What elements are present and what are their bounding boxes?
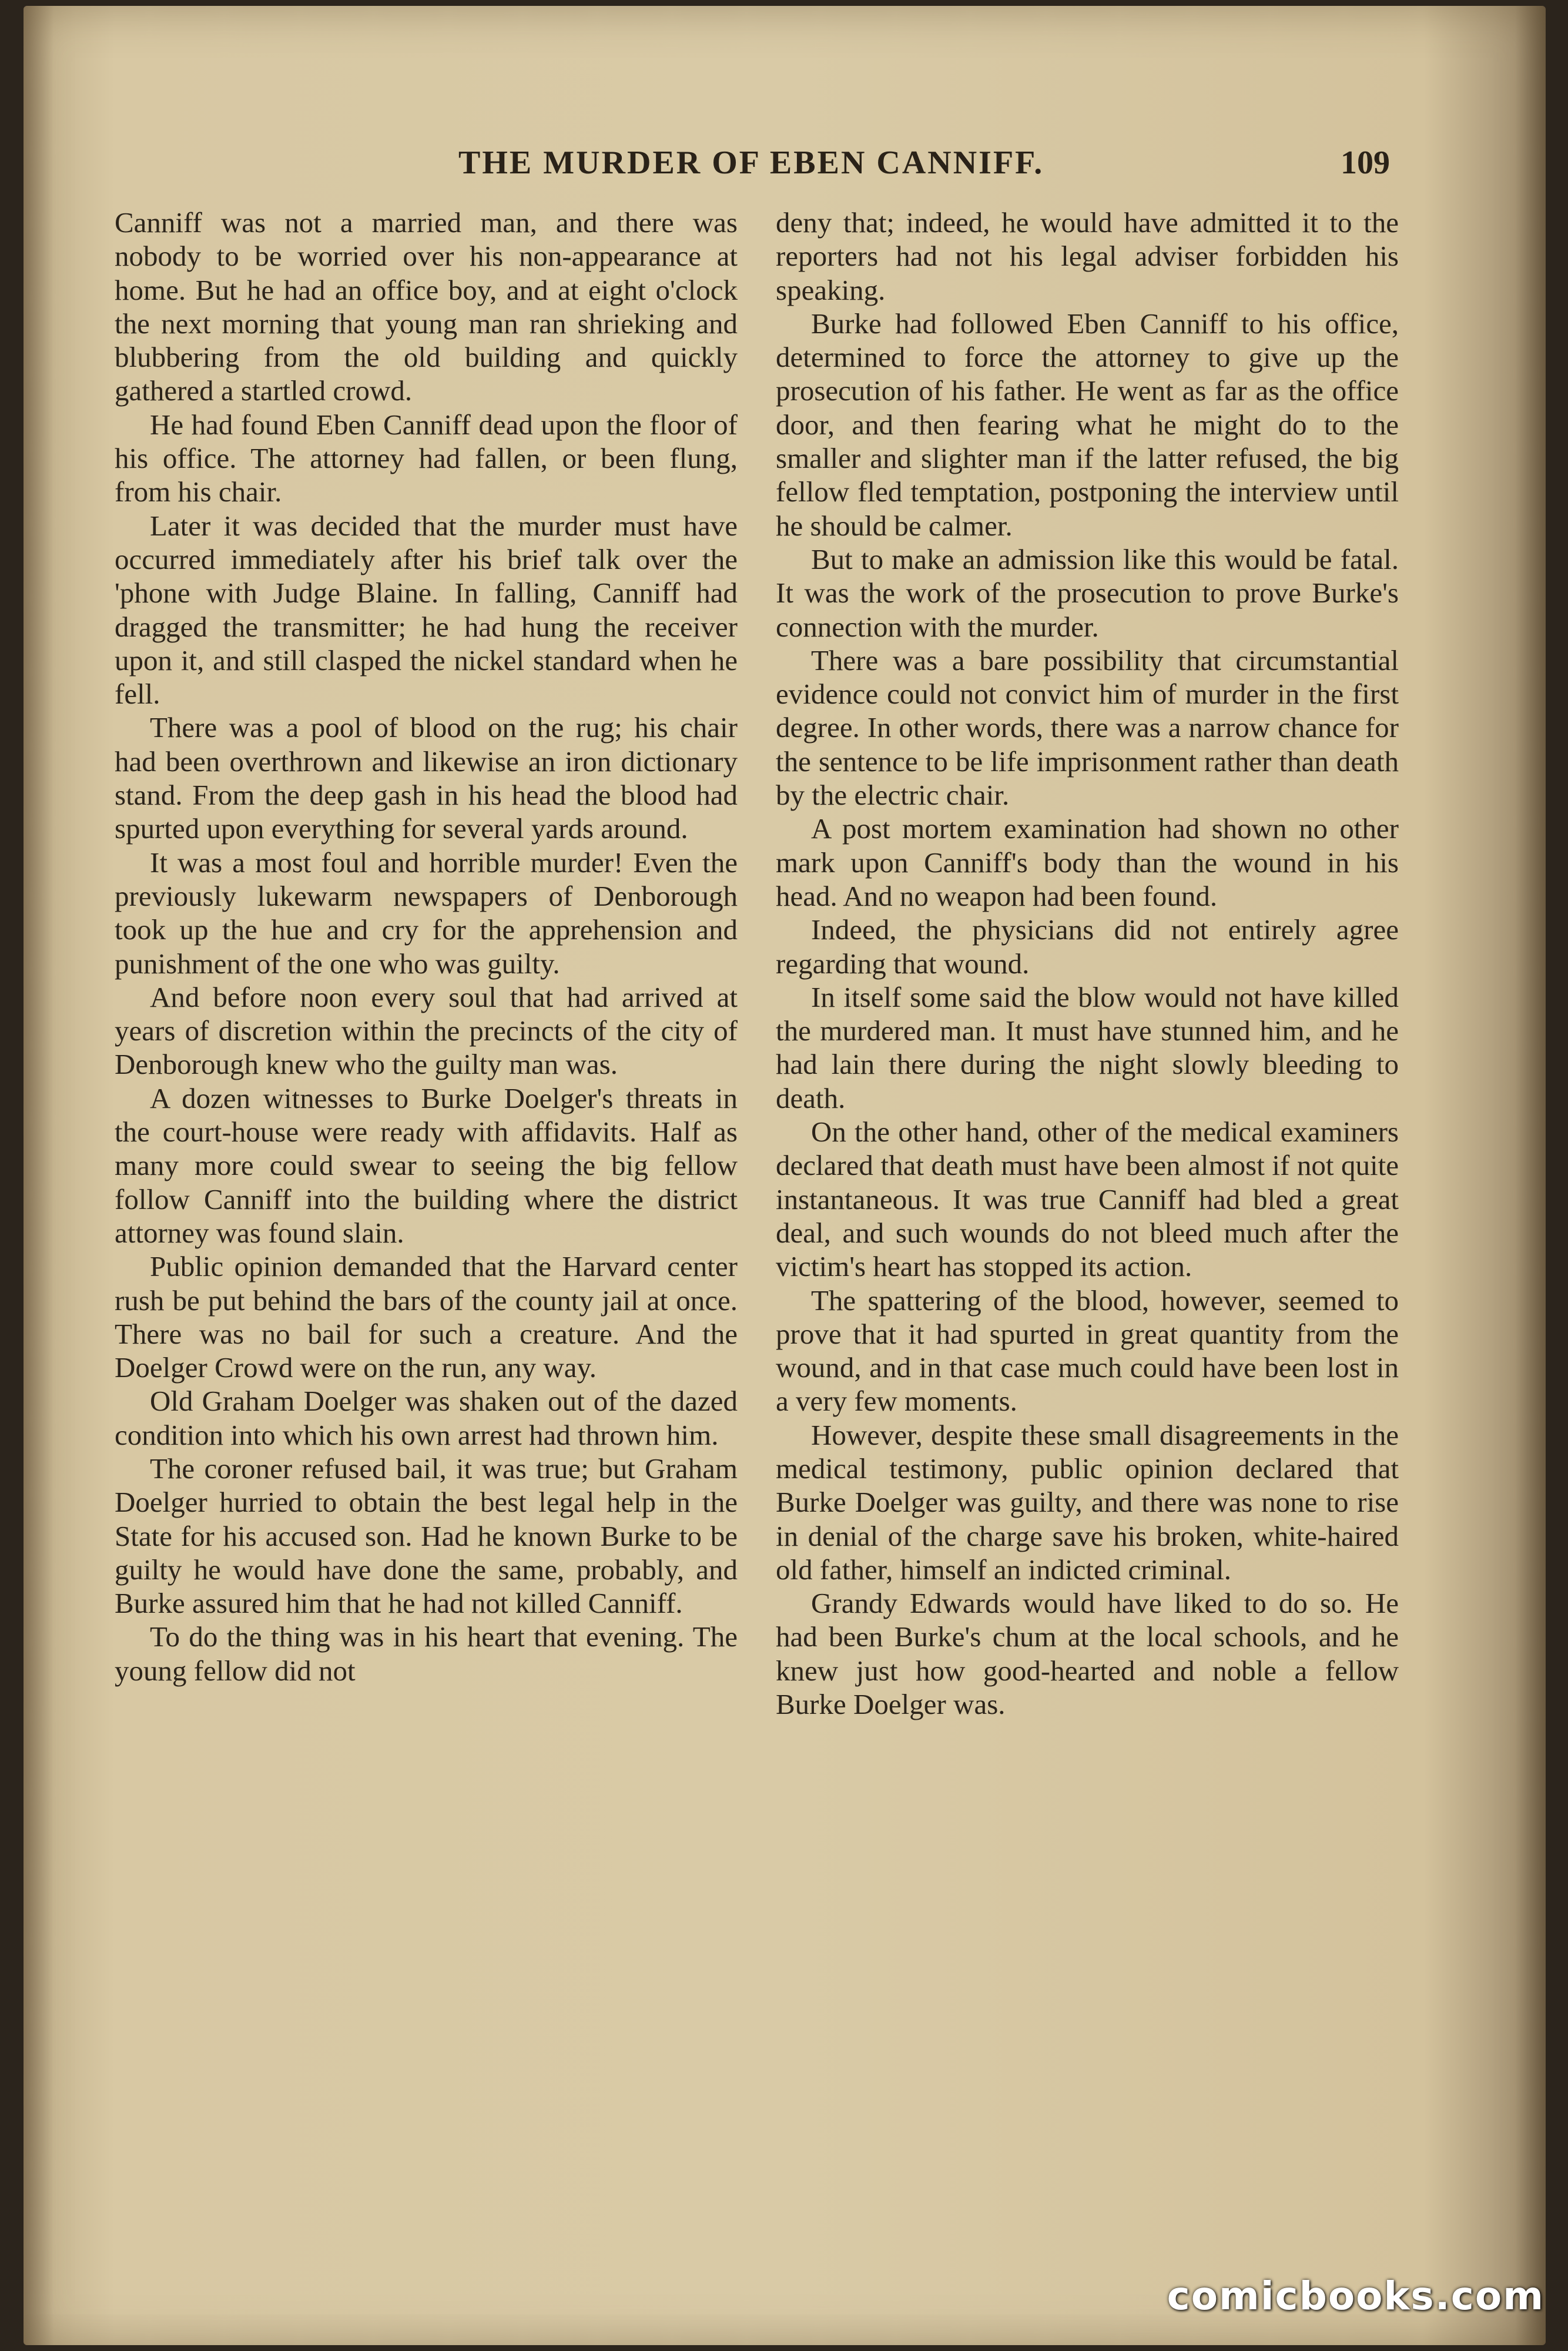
paragraph: Canniff was not a married man, and there was nobody to be worried over his non-appearance at home. But he had an office boy, and at eight o'clock the next morning that young man ran shrieking and blubbering from the old building and quickly gathered a startled crowd. xyxy=(115,206,738,407)
paragraph: A dozen witnesses to Burke Doelger's threats in the court-house were ready with affidavits. Half as many more could swear to seeing the big fellow follow Canniff into the building where the district attorney was found slain. xyxy=(115,1081,738,1249)
paragraph: On the other hand, other of the medical examiners declared that death must have been almost if not quite instantaneous. It was true Canniff had bled a great deal, and such wounds do not bleed much after the victim's heart has stopped its action. xyxy=(776,1116,1399,1283)
paragraph: He had found Eben Canniff dead upon the floor of his office. The attorney had fallen, or been flung, from his chair. xyxy=(115,408,738,508)
paragraph: Public opinion demanded that the Harvard center rush be put behind the bars of the county jail at once. There was no bail for such a creature. And the Doelger Crowd were on the run, any way. xyxy=(115,1250,738,1384)
right-column xyxy=(776,206,1399,1721)
page-header xyxy=(24,138,1546,191)
watermark: comicbooks.com xyxy=(1167,2273,1544,2319)
paragraph: The coroner refused bail, it was true; but Graham Doelger hurried to obtain the best legal help in the State for his accused son. Had he known Burke to be guilty he would have done the same, probably, and Burke assured him that he had not killed Canniff. xyxy=(115,1452,738,1620)
paragraph: Later it was decided that the murder must have occurred immediately after his brief talk over the 'phone with Judge Blaine. In falling, Canniff had dragged the transmitter; he had hung the receiver upon it, and still clasped the nickel standard when he fell. xyxy=(115,509,738,711)
left-column xyxy=(115,206,738,1687)
paragraph: However, despite these small disagreements in the medical testimony, public opinion declared that Burke Doelger was guilty, and there was none to rise in denial of the charge save his broken, white-haired old father, himself an indicted criminal. xyxy=(776,1418,1399,1586)
page-number: 109 xyxy=(1341,145,1390,181)
paragraph: A post mortem examination had shown no other mark upon Canniff's body than the wound in his head. And no weapon had been found. xyxy=(776,812,1399,912)
paragraph: Burke had followed Eben Canniff to his office, determined to force the attorney to give up the prosecution of his father. He went as far as the office door, and then fearing what he might do to the smaller and slighter man if the latter refused, the big fellow fled temptation, postponing the interview until he should be calmer. xyxy=(776,307,1399,542)
paragraph: The spattering of the blood, however, seemed to prove that it had spurted in great quantity from the wound, and in that case much could have been lost in a very few moments. xyxy=(776,1284,1399,1418)
running-title: THE MURDER OF EBEN CANNIFF. xyxy=(458,145,1044,181)
paragraph: Indeed, the physicians did not entirely agree regarding that wound. xyxy=(776,913,1399,980)
paragraph: To do the thing was in his heart that evening. The young fellow did not xyxy=(115,1620,738,1687)
paragraph: In itself some said the blow would not have killed the murdered man. It must have stunned him, and he had lain there during the night slowly bleeding to death. xyxy=(776,980,1399,1114)
paragraph: There was a bare possibility that circumstantial evidence could not convict him of murder in the first degree. In other words, there was a narrow chance for the sentence to be life imprisonment rather than death by the electric chair. xyxy=(776,644,1399,812)
book-page xyxy=(24,6,1546,2345)
paragraph: But to make an admission like this would be fatal. It was the work of the prosecution to prove Burke's connection with the murder. xyxy=(776,542,1399,643)
paragraph: And before noon every soul that had arrived at years of discretion within the precincts of the city of Denborough knew who the guilty man was. xyxy=(115,980,738,1081)
paragraph: There was a pool of blood on the rug; his chair had been overthrown and likewise an iron dictionary stand. From the deep gash in his head the blood had spurted upon everything for several yards around. xyxy=(115,711,738,845)
paragraph: Old Graham Doelger was shaken out of the dazed condition into which his own arrest had thrown him. xyxy=(115,1385,738,1451)
paragraph: It was a most foul and horrible murder! Even the previously lukewarm newspapers of Denborough took up the hue and cry for the apprehension and punishment of the one who was guilty. xyxy=(115,846,738,980)
paragraph: deny that; indeed, he would have admitted it to the reporters had not his legal adviser forbidden his speaking. xyxy=(776,206,1399,306)
paragraph: Grandy Edwards would have liked to do so. He had been Burke's chum at the local schools, and he knew just how good-hearted and noble a fellow Burke Doelger was. xyxy=(776,1587,1399,1721)
